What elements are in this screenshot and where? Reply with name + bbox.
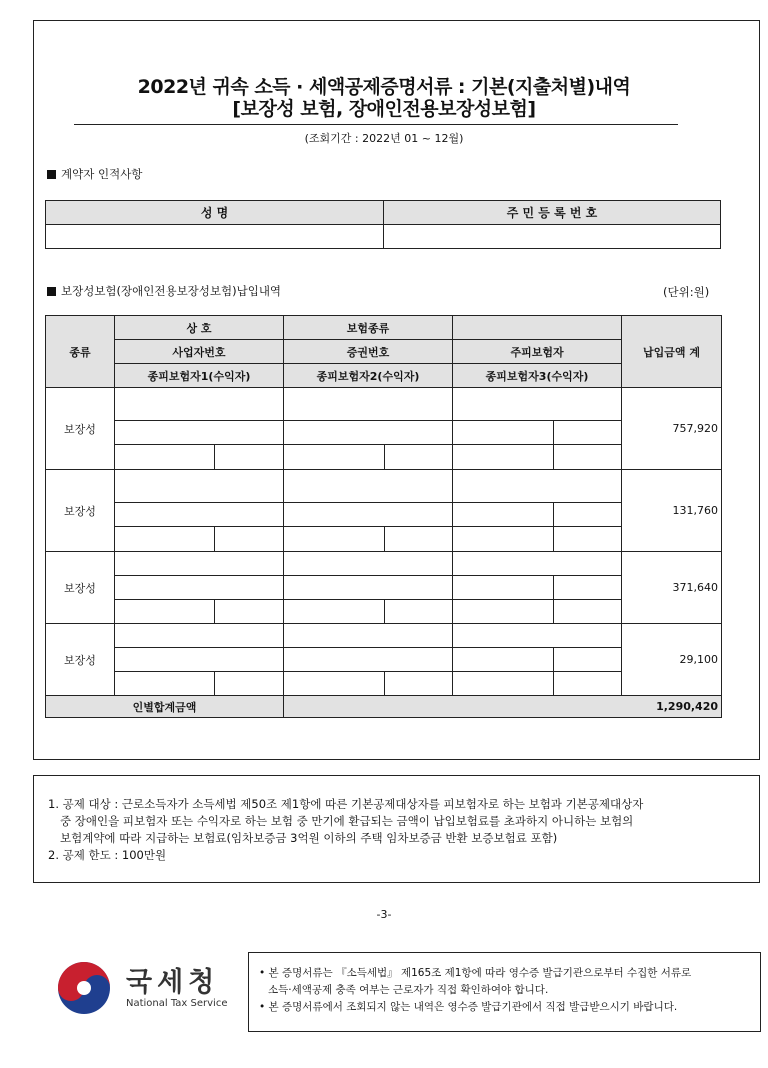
section-payment-label: 보장성보험(장애인전용보장성보험)납입내역 [61, 284, 282, 298]
contractor-table [45, 200, 721, 249]
kind-header: 종류 [46, 316, 115, 388]
page-number: -3- [376, 908, 392, 921]
name-header: 성 명 [46, 201, 384, 225]
document-title: 2022년 귀속 소득 · 세액공제증명서류 : 기본(지출처별)내역 [137, 76, 631, 98]
rrn-cell [384, 225, 721, 249]
row-kind: 보장성 [46, 470, 115, 552]
name-cell [46, 225, 384, 249]
title-divider [74, 124, 678, 125]
insurance-type-header: 보험종류 [284, 316, 453, 340]
table-row [46, 470, 722, 503]
row-kind: 보장성 [46, 624, 115, 696]
note-line: 1. 공제 대상 : 근로소득자가 소득세법 제50조 제1항에 따른 기본공제대상자를 피보험자로 하는 보험과 기본공제대상자 [48, 797, 644, 811]
sum-amount: 1,290,420 [284, 696, 722, 718]
blank-header [453, 316, 622, 340]
row-amount: 131,760 [622, 470, 722, 552]
document-subtitle: [보장성 보험, 장애인전용보장성보험] [232, 98, 536, 120]
table-row [46, 624, 722, 648]
section-contractor [47, 166, 142, 182]
footer-line: • 본 증명서류는 『소득세법』 제165조 제1항에 따라 영수증 발급기관으로부터 수집한 서류로 [259, 967, 692, 979]
note-line: 중 장애인을 피보험자 또는 수익자로 하는 보험 중 만기에 환급되는 금액이 납입보험료를 초과하지 아니하는 보험의 [60, 814, 634, 828]
footer-notice [248, 952, 761, 1032]
section-contractor-label: 계약자 인적사항 [61, 167, 143, 181]
payment-table [45, 315, 722, 718]
square-bullet-icon [47, 287, 56, 296]
row-amount: 757,920 [622, 388, 722, 470]
unit-label: (단위:원) [663, 285, 710, 299]
nts-emblem-icon [56, 960, 112, 1016]
note-line: 2. 공제 한도 : 100만원 [48, 848, 167, 862]
footer-line: 소득·세액공제 충족 여부는 근로자가 직접 확인하여야 합니다. [268, 984, 549, 996]
footer-line: • 본 증명서류에서 조회되지 않는 내역은 영수증 발급기관에서 직접 발급받으시기 바랍니다. [259, 1001, 678, 1013]
row-amount: 371,640 [622, 552, 722, 624]
business-no-header: 사업자번호 [115, 340, 284, 364]
notes-box [33, 775, 760, 883]
table-row [46, 552, 722, 576]
note-line: 보험계약에 따라 지급하는 보험료(임차보증금 3억원 이하의 주택 임차보증금 반환 보증보험료 포함) [60, 831, 558, 845]
rrn-header: 주 민 등 록 번 호 [384, 201, 721, 225]
square-bullet-icon [47, 170, 56, 179]
policy-no-header: 증권번호 [284, 340, 453, 364]
table-row [46, 388, 722, 421]
sub-insured1-header: 종피보험자1(수익자) [115, 364, 284, 388]
sum-label: 인별합계금액 [46, 696, 284, 718]
logo-english: National Tax Service [126, 998, 228, 1009]
row-amount: 29,100 [622, 624, 722, 696]
inquiry-period: (조회기간 : 2022년 01 ~ 12월) [304, 132, 464, 145]
sub-insured3-header: 종피보험자3(수익자) [453, 364, 622, 388]
logo-name: 국세청 [126, 967, 220, 998]
row-kind: 보장성 [46, 388, 115, 470]
sum-row [46, 696, 722, 718]
nts-logo [56, 960, 236, 1016]
sub-insured2-header: 종피보험자2(수익자) [284, 364, 453, 388]
total-header: 납입금액 계 [622, 316, 722, 388]
company-header: 상 호 [115, 316, 284, 340]
main-insured-header: 주피보험자 [453, 340, 622, 364]
section-payment [47, 283, 281, 299]
row-kind: 보장성 [46, 552, 115, 624]
